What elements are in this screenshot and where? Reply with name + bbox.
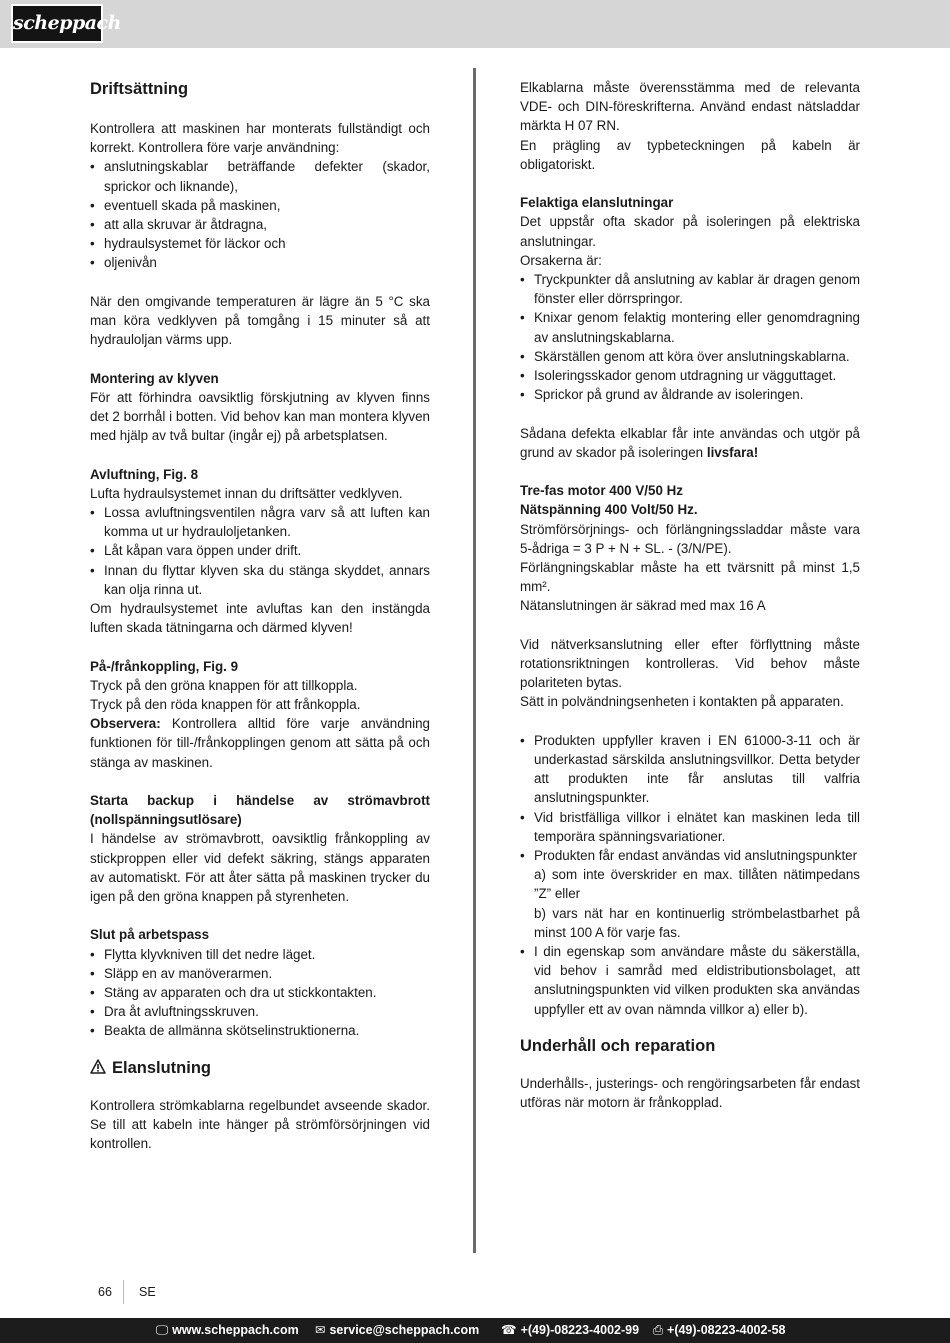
contact-bar	[0, 1318, 950, 1343]
observera-label: Observera:	[90, 716, 161, 732]
list-item: • Flytta klyvkniven till det nedre läget.	[90, 945, 430, 964]
list-item: • Låt kåpan vara öppen under drift.	[90, 541, 430, 560]
heading-driftsattning: Driftsättning	[90, 80, 189, 98]
fax-contact	[653, 1318, 786, 1343]
list-item: • Lossa avluftningsventilen några varv så att luften kan komma ut ur hydrauloljetanken.	[90, 503, 430, 541]
paragraph-elanslutning: Kontrollera strömkablarna regelbundet avseende skador. Se till att kabeln inte hänger på strömförsörjningen vid kontrollen.	[90, 1097, 430, 1152]
phone-number: +(49)-08223-4002-99	[520, 1323, 640, 1337]
heading-natspanning: Nätspänning 400 Volt/50 Hz.	[520, 502, 698, 518]
avluftning-list	[90, 503, 430, 599]
list-item-subitem-a: a) som inte överskrider en max. tillåten nätimpedans ”Z” eller	[534, 867, 860, 902]
paragraph-observera	[90, 714, 430, 772]
heading-tre-fas-motor: Tre-fas motor 400 V/50 Hz	[520, 483, 683, 499]
web-link[interactable]: www.scheppach.com	[172, 1323, 299, 1337]
left-column	[90, 78, 430, 1153]
list-item: • anslutningskablar beträffande defekter (skador, sprickor och liknande),	[90, 157, 430, 195]
paragraph-avluftning-outro: Om hydraulsystemet inte avluftas kan den instängda luften skada tätningarna och därmed klyven!	[90, 601, 430, 636]
heading-underhall: Underhåll och reparation	[520, 1036, 716, 1055]
paragraph-forlangningskablar: Förlängningskablar måste ha ett tvärsnitt på minst 1,5 mm².	[520, 560, 860, 595]
list-item: • Innan du flyttar klyven ska du stänga skyddet, annars kan olja rinna ut.	[90, 561, 430, 599]
list-item: • Knixar genom felaktig montering eller genomdragning av anslutningskablarna.	[520, 308, 860, 346]
scheppach-logo: scheppach	[11, 4, 103, 43]
fax-number: +(49)-08223-4002-58	[667, 1323, 786, 1337]
warning-icon	[90, 1059, 106, 1074]
paragraph-orsakerna: Orsakerna är:	[520, 252, 602, 268]
right-column	[520, 78, 860, 1112]
header-bar	[0, 0, 950, 48]
list-item: • Skärställen genom att köra över anslutningskablarna.	[520, 347, 860, 366]
phone-icon: ☎	[501, 1323, 517, 1337]
heading-felaktiga-elanslutningar: Felaktiga elanslutningar	[520, 195, 674, 211]
produkt-list	[520, 731, 860, 1019]
mail-icon: ✉	[315, 1323, 326, 1337]
paragraph-intro: Kontrollera att maskinen har monterats fullständigt och korrekt. Kontrollera före varje användning:	[90, 121, 430, 156]
list-item: • Tryckpunkter då anslutning av kablar är dragen genom fönster eller dörrspringor.	[520, 270, 860, 308]
paragraph-starta-backup: I händelse av strömavbrott, oavsiktlig frånkoppling av stickproppen eller vid defekt säkring, stängs apparaten av automatiskt. För att åter sätta på maskinen trycker du igen på den gröna knappen på styrenheten.	[90, 831, 430, 905]
list-item: • Isoleringsskador genom utdragning ur vägguttaget.	[520, 366, 860, 385]
paragraph-stromforsorjning: Strömförsörjnings- och förlängningssladdar måste vara 5-ådriga = 3 P + N + SL. - (3/N/PE).	[520, 521, 860, 556]
paragraph-avluftning-intro: Lufta hydraulsystemet innan du driftsätter vedklyven.	[90, 485, 403, 501]
heading-elanslutning-text: Elanslutning	[112, 1058, 211, 1077]
footer-separator	[123, 1280, 124, 1304]
paragraph-elkablar: Elkablarna måste överensstämma med de relevanta VDE- och DIN-föreskrifterna. Använd endast nätsladdar märkta H 07 RN.	[520, 80, 860, 134]
paragraph-underhall: Underhålls-, justerings- och rengöringsarbeten får endast utföras när motorn är frånkopplad.	[520, 1075, 860, 1111]
paragraph-red-button: Tryck på den röda knappen för att frånkoppla.	[90, 697, 361, 713]
checklist	[90, 157, 430, 272]
orsaker-list	[520, 270, 860, 404]
list-item-text: • Produkten får endast användas vid anslutningspunkter	[534, 848, 858, 864]
paragraph-pragling: En prägling av typbeteckningen på kabeln är obligatoriskt.	[520, 137, 860, 172]
language-code: SE	[139, 1285, 156, 1299]
heading-avluftning: Avluftning, Fig. 8	[90, 466, 199, 482]
page-number: 66	[98, 1285, 112, 1299]
list-item: • hydraulsystemet för läckor och	[90, 234, 430, 253]
heading-elanslutning	[90, 1057, 430, 1079]
heading-montering: Montering av klyven	[90, 370, 219, 386]
paragraph-rotationsriktning: Vid nätverksanslutning eller efter förflyttning måste rotationsriktningen kontrolleras. Vid behov måste polariteten bytas.	[520, 636, 860, 691]
fax-icon: ⎙	[653, 1323, 664, 1337]
paragraph-green-button: Tryck på den gröna knappen för att tillkoppla.	[90, 677, 358, 693]
paragraph-polvandning: Sätt in polvändningsenheten i kontakten på apparaten.	[520, 694, 844, 710]
list-item: • Stäng av apparaten och dra ut stickkontakten.	[90, 983, 430, 1002]
heading-pa-frankoppling: På-/frånkoppling, Fig. 9	[90, 658, 239, 674]
paragraph-temperature: När den omgivande temperaturen är lägre än 5 °C ska man köra vedklyven på tomgång i 15 minuter så att hydrauloljan värms upp.	[90, 293, 430, 348]
list-item	[520, 846, 860, 942]
list-item: • Sprickor på grund av åldrande av isoleringen.	[520, 385, 860, 404]
list-item: • Släpp en av manöverarmen.	[90, 964, 430, 983]
paragraph-livsfara	[520, 424, 860, 462]
list-item: • Produkten uppfyller kraven i EN 61000-3-11 och är underkastad särskilda anslutningsvillkor. Detta betyder att produkten inte får anslutas till valfria anslutningspunkter.	[520, 731, 860, 808]
livsfara-bold: livsfara!	[706, 444, 759, 460]
email-link[interactable]: service@scheppach.com	[329, 1323, 480, 1337]
list-item: • att alla skruvar är åtdragna,	[90, 215, 430, 234]
list-item: • oljenivån	[90, 253, 430, 272]
observera-text: Kontrollera alltid före varje användning funktionen för till-/frånkopplingen genom att sätta på och stänga av maskinen.	[90, 716, 430, 770]
list-item: • eventuell skada på maskinen,	[90, 196, 430, 215]
paragraph-montering: För att förhindra oavsiktlig förskjutning av klyven finns det 2 borrhål i botten. Vid behov kan man montera klyven med hjälp av två bultar (ingår ej) på arbetsplatsen.	[90, 389, 430, 444]
paragraph-natanslutning: Nätanslutningen är säkrad med max 16 A	[520, 598, 766, 614]
list-item: • Vid bristfälliga villkor i elnätet kan maskinen leda till temporära spänningsvariationer.	[520, 808, 860, 846]
phone-contact	[501, 1318, 639, 1343]
web-contact	[156, 1318, 299, 1343]
heading-starta-backup: Starta backup i händelse av strömavbrott (nollspänningsutlösare)	[90, 793, 430, 828]
list-item: • Dra åt avluftningsskruven.	[90, 1002, 430, 1021]
list-item-subitem-b: b) vars nät har en kontinuerlig strömbelastbarhet på minst 100 A för varje fas.	[534, 905, 860, 940]
list-item: • Beakta de allmänna skötselinstruktionerna.	[90, 1021, 430, 1040]
heading-slut-pa-arbetspass: Slut på arbetspass	[90, 927, 210, 943]
email-contact	[315, 1318, 479, 1343]
list-item: • I din egenskap som användare måste du säkerställa, vid behov i samråd med eldistributionsbolaget, att anslutningspunkten vid vilken produkten ska användas uppfyller ett av ovan nämnda villkor a) eller b).	[520, 942, 860, 1019]
paragraph-skador: Det uppstår ofta skador på isoleringen på elektriska anslutningar.	[520, 214, 860, 249]
column-divider	[473, 68, 476, 1253]
slut-list	[90, 945, 430, 1041]
monitor-icon: 🖵	[156, 1323, 169, 1337]
livsfara-text: Sådana defekta elkablar får inte användas och utgör på grund av skador på isoleringen	[520, 425, 860, 460]
